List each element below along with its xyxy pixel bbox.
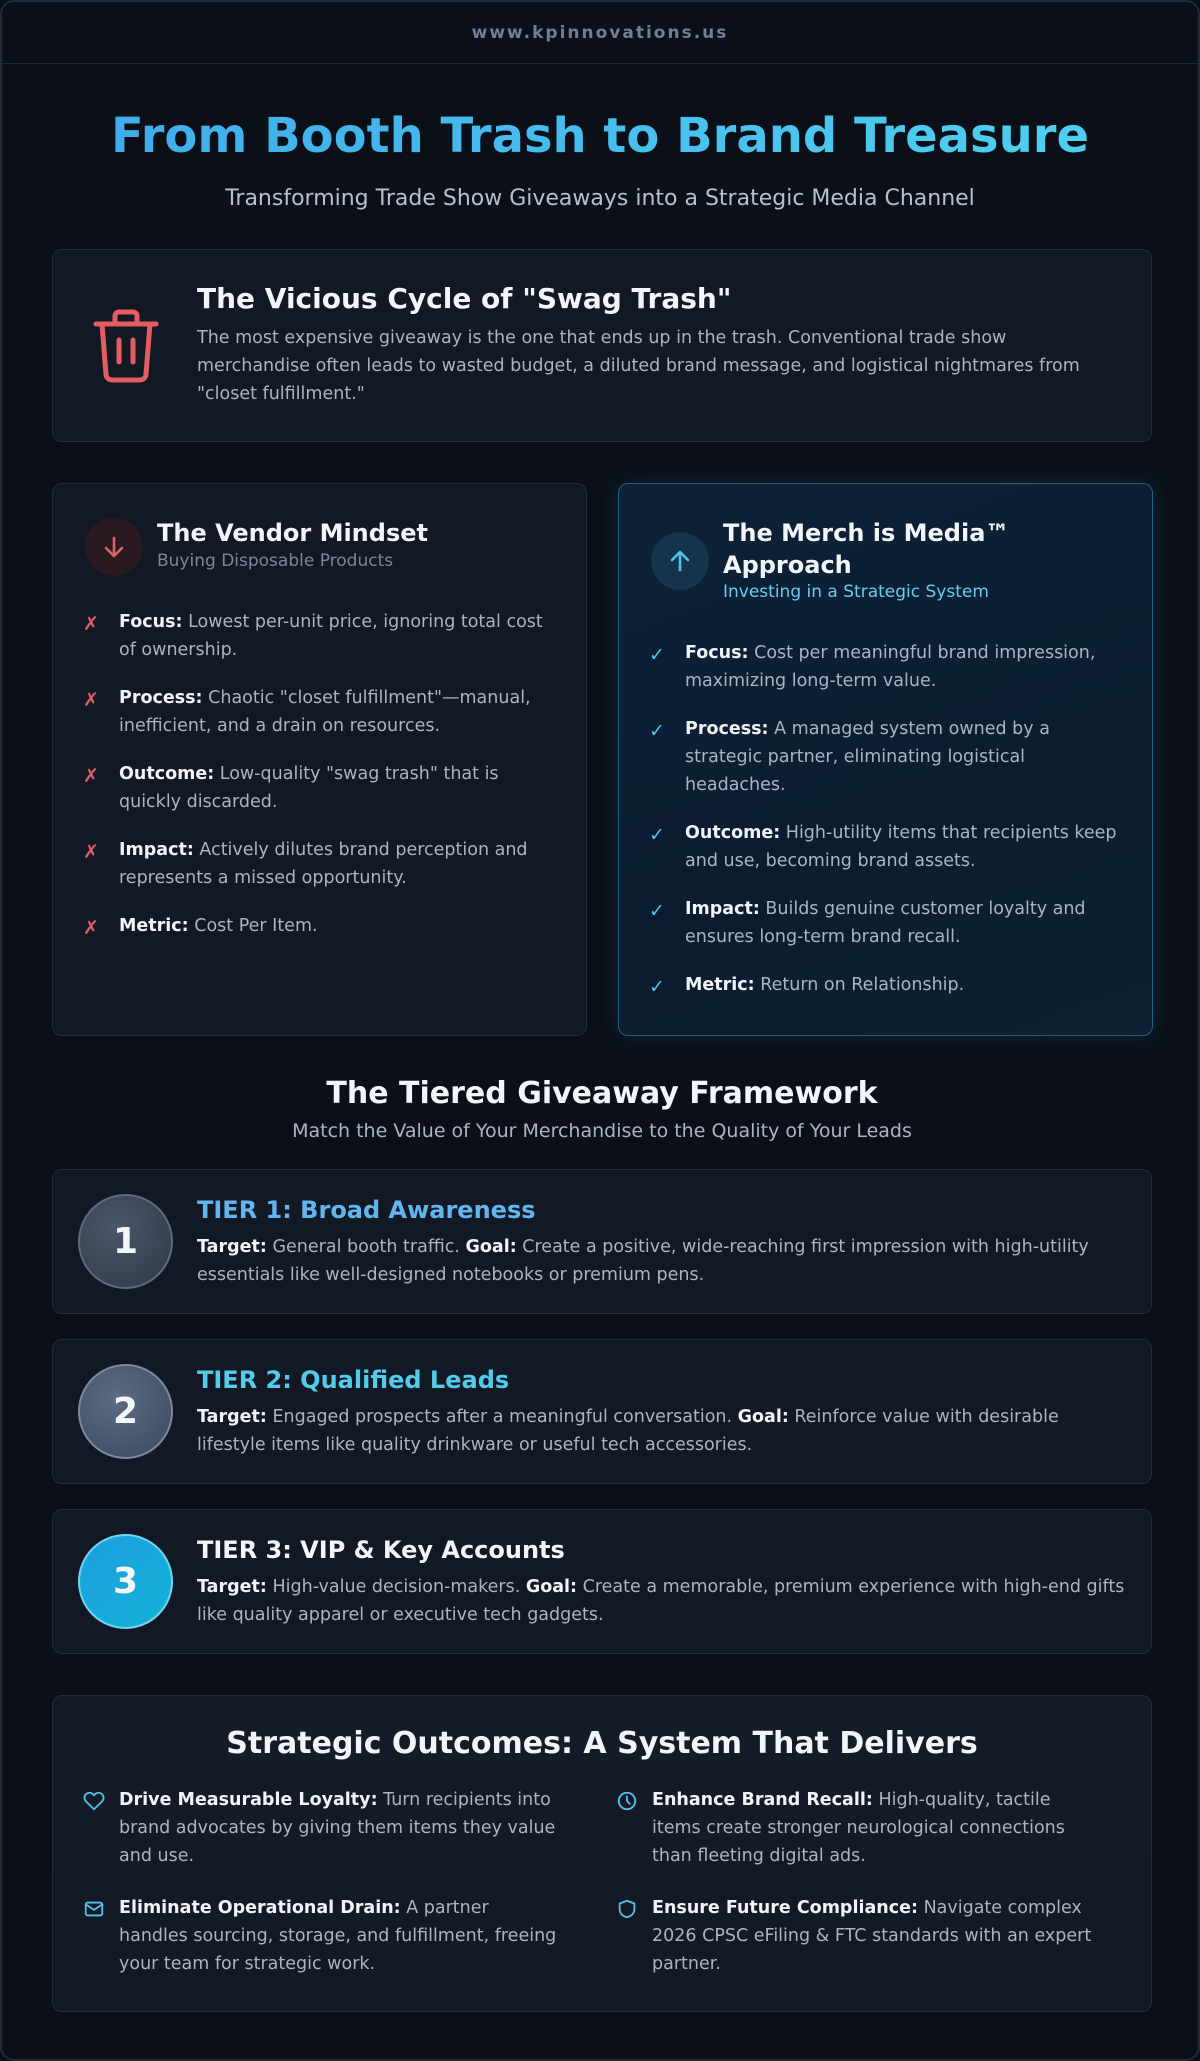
tier-description: Target: General booth traffic. Goal: Create a positive, wide-reaching first impression with high-utility essentials like well-designed notebooks or premium pens.: [197, 1237, 1089, 1285]
check-icon: ✓: [649, 900, 665, 922]
top-bar: [2, 2, 1198, 64]
merch-points: [649, 639, 1124, 1021]
arrow-down-icon: [85, 518, 143, 576]
tier-title: TIER 3: VIP & Key Accounts: [197, 1536, 565, 1564]
site-url[interactable]: www.kpinnovations.us: [471, 22, 729, 43]
tier-3-card: [52, 1509, 1152, 1654]
check-icon: ✓: [649, 824, 665, 846]
vendor-subtitle: Buying Disposable Products: [157, 551, 394, 571]
problem-text: The most expensive giveaway is the one that ends up in the trash. Conventional trade show merchandise often leads to wasted budget, a diluted brand message, and logistical nightmares from "closet fulfillment.": [197, 328, 1080, 404]
tier-description: Target: High-value decision-makers. Goal: Create a memorable, premium experience with high-end gifts like quality apparel or executive tech gadgets.: [197, 1577, 1125, 1625]
tier-number-badge: 2: [78, 1364, 173, 1459]
list-item: ✗ Impact: Actively dilutes brand perception and represents a missed opportunity.: [83, 836, 558, 892]
list-item: ✗ Metric: Cost Per Item.: [83, 912, 558, 942]
vendor-mindset-card: [52, 483, 587, 1036]
arrow-up-icon: [651, 532, 709, 590]
list-item: ✗ Outcome: Low-quality "swag trash" that is quickly discarded.: [83, 760, 558, 816]
check-icon: ✓: [649, 644, 665, 666]
framework-title: The Tiered Giveaway Framework: [326, 1076, 878, 1111]
check-icon: ✓: [649, 976, 665, 998]
tier-number-badge: 1: [78, 1194, 173, 1289]
vendor-points: [83, 608, 558, 962]
tier-2-card: [52, 1339, 1152, 1484]
list-item: ✗ Focus: Lowest per-unit price, ignoring total cost of ownership.: [83, 608, 558, 664]
outcome-item: Eliminate Operational Drain: A partner handles sourcing, storage, and fulfillment, freeing your team for strategic work.: [83, 1894, 563, 1978]
merch-media-card: [618, 483, 1153, 1036]
merch-title: The Merch is Media™ Approach: [723, 519, 1010, 579]
mail-icon: [83, 1894, 119, 1978]
outcome-item: Ensure Future Compliance: Navigate complex 2026 CPSC eFiling & FTC standards with an expert partner.: [616, 1894, 1096, 1978]
clock-icon: [616, 1786, 652, 1870]
tier-title: TIER 1: Broad Awareness: [197, 1196, 536, 1224]
shield-icon: [616, 1894, 652, 1978]
cross-icon: ✗: [83, 689, 99, 711]
cross-icon: ✗: [83, 841, 99, 863]
vendor-title: The Vendor Mindset: [157, 519, 428, 547]
framework-subtitle: Match the Value of Your Merchandise to the Quality of Your Leads: [292, 1120, 912, 1142]
tier-description: Target: Engaged prospects after a meaningful conversation. Goal: Reinforce value with desirable lifestyle items like quality drinkware or useful tech accessories.: [197, 1407, 1059, 1455]
hero: [2, 64, 1198, 211]
cross-icon: ✗: [83, 765, 99, 787]
outcome-item: Drive Measurable Loyalty: Turn recipients into brand advocates by giving them items they value and use.: [83, 1786, 563, 1870]
list-item: ✗ Process: Chaotic "closet fulfillment"—manual, inefficient, and a drain on resources.: [83, 684, 558, 740]
list-item: ✓ Focus: Cost per meaningful brand impression, maximizing long-term value.: [649, 639, 1124, 695]
list-item: ✓ Process: A managed system owned by a strategic partner, eliminating logistical headaches.: [649, 715, 1124, 799]
tier-title: TIER 2: Qualified Leads: [197, 1366, 510, 1394]
trash-icon: [91, 308, 161, 384]
list-item: ✓ Outcome: High-utility items that recipients keep and use, becoming brand assets.: [649, 819, 1124, 875]
page-subtitle: Transforming Trade Show Giveaways into a Strategic Media Channel: [225, 186, 975, 211]
check-icon: ✓: [649, 720, 665, 742]
merch-subtitle: Investing in a Strategic System: [723, 582, 989, 602]
problem-card: [52, 249, 1152, 442]
tier-number-badge: 3: [78, 1534, 173, 1629]
outcomes-card: [52, 1695, 1152, 2012]
cross-icon: ✗: [83, 917, 99, 939]
outcome-item: Enhance Brand Recall: High-quality, tactile items create stronger neurological connections than fleeting digital ads.: [616, 1786, 1096, 1870]
heart-icon: [83, 1786, 119, 1870]
cross-icon: ✗: [83, 613, 99, 635]
problem-title: The Vicious Cycle of "Swag Trash": [197, 282, 732, 315]
list-item: ✓ Impact: Builds genuine customer loyalty and ensures long-term brand recall.: [649, 895, 1124, 951]
list-item: ✓ Metric: Return on Relationship.: [649, 971, 1124, 1001]
page-title: From Booth Trash to Brand Treasure: [2, 108, 1198, 164]
tier-1-card: [52, 1169, 1152, 1314]
outcomes-title: Strategic Outcomes: A System That Delivers: [226, 1726, 978, 1761]
